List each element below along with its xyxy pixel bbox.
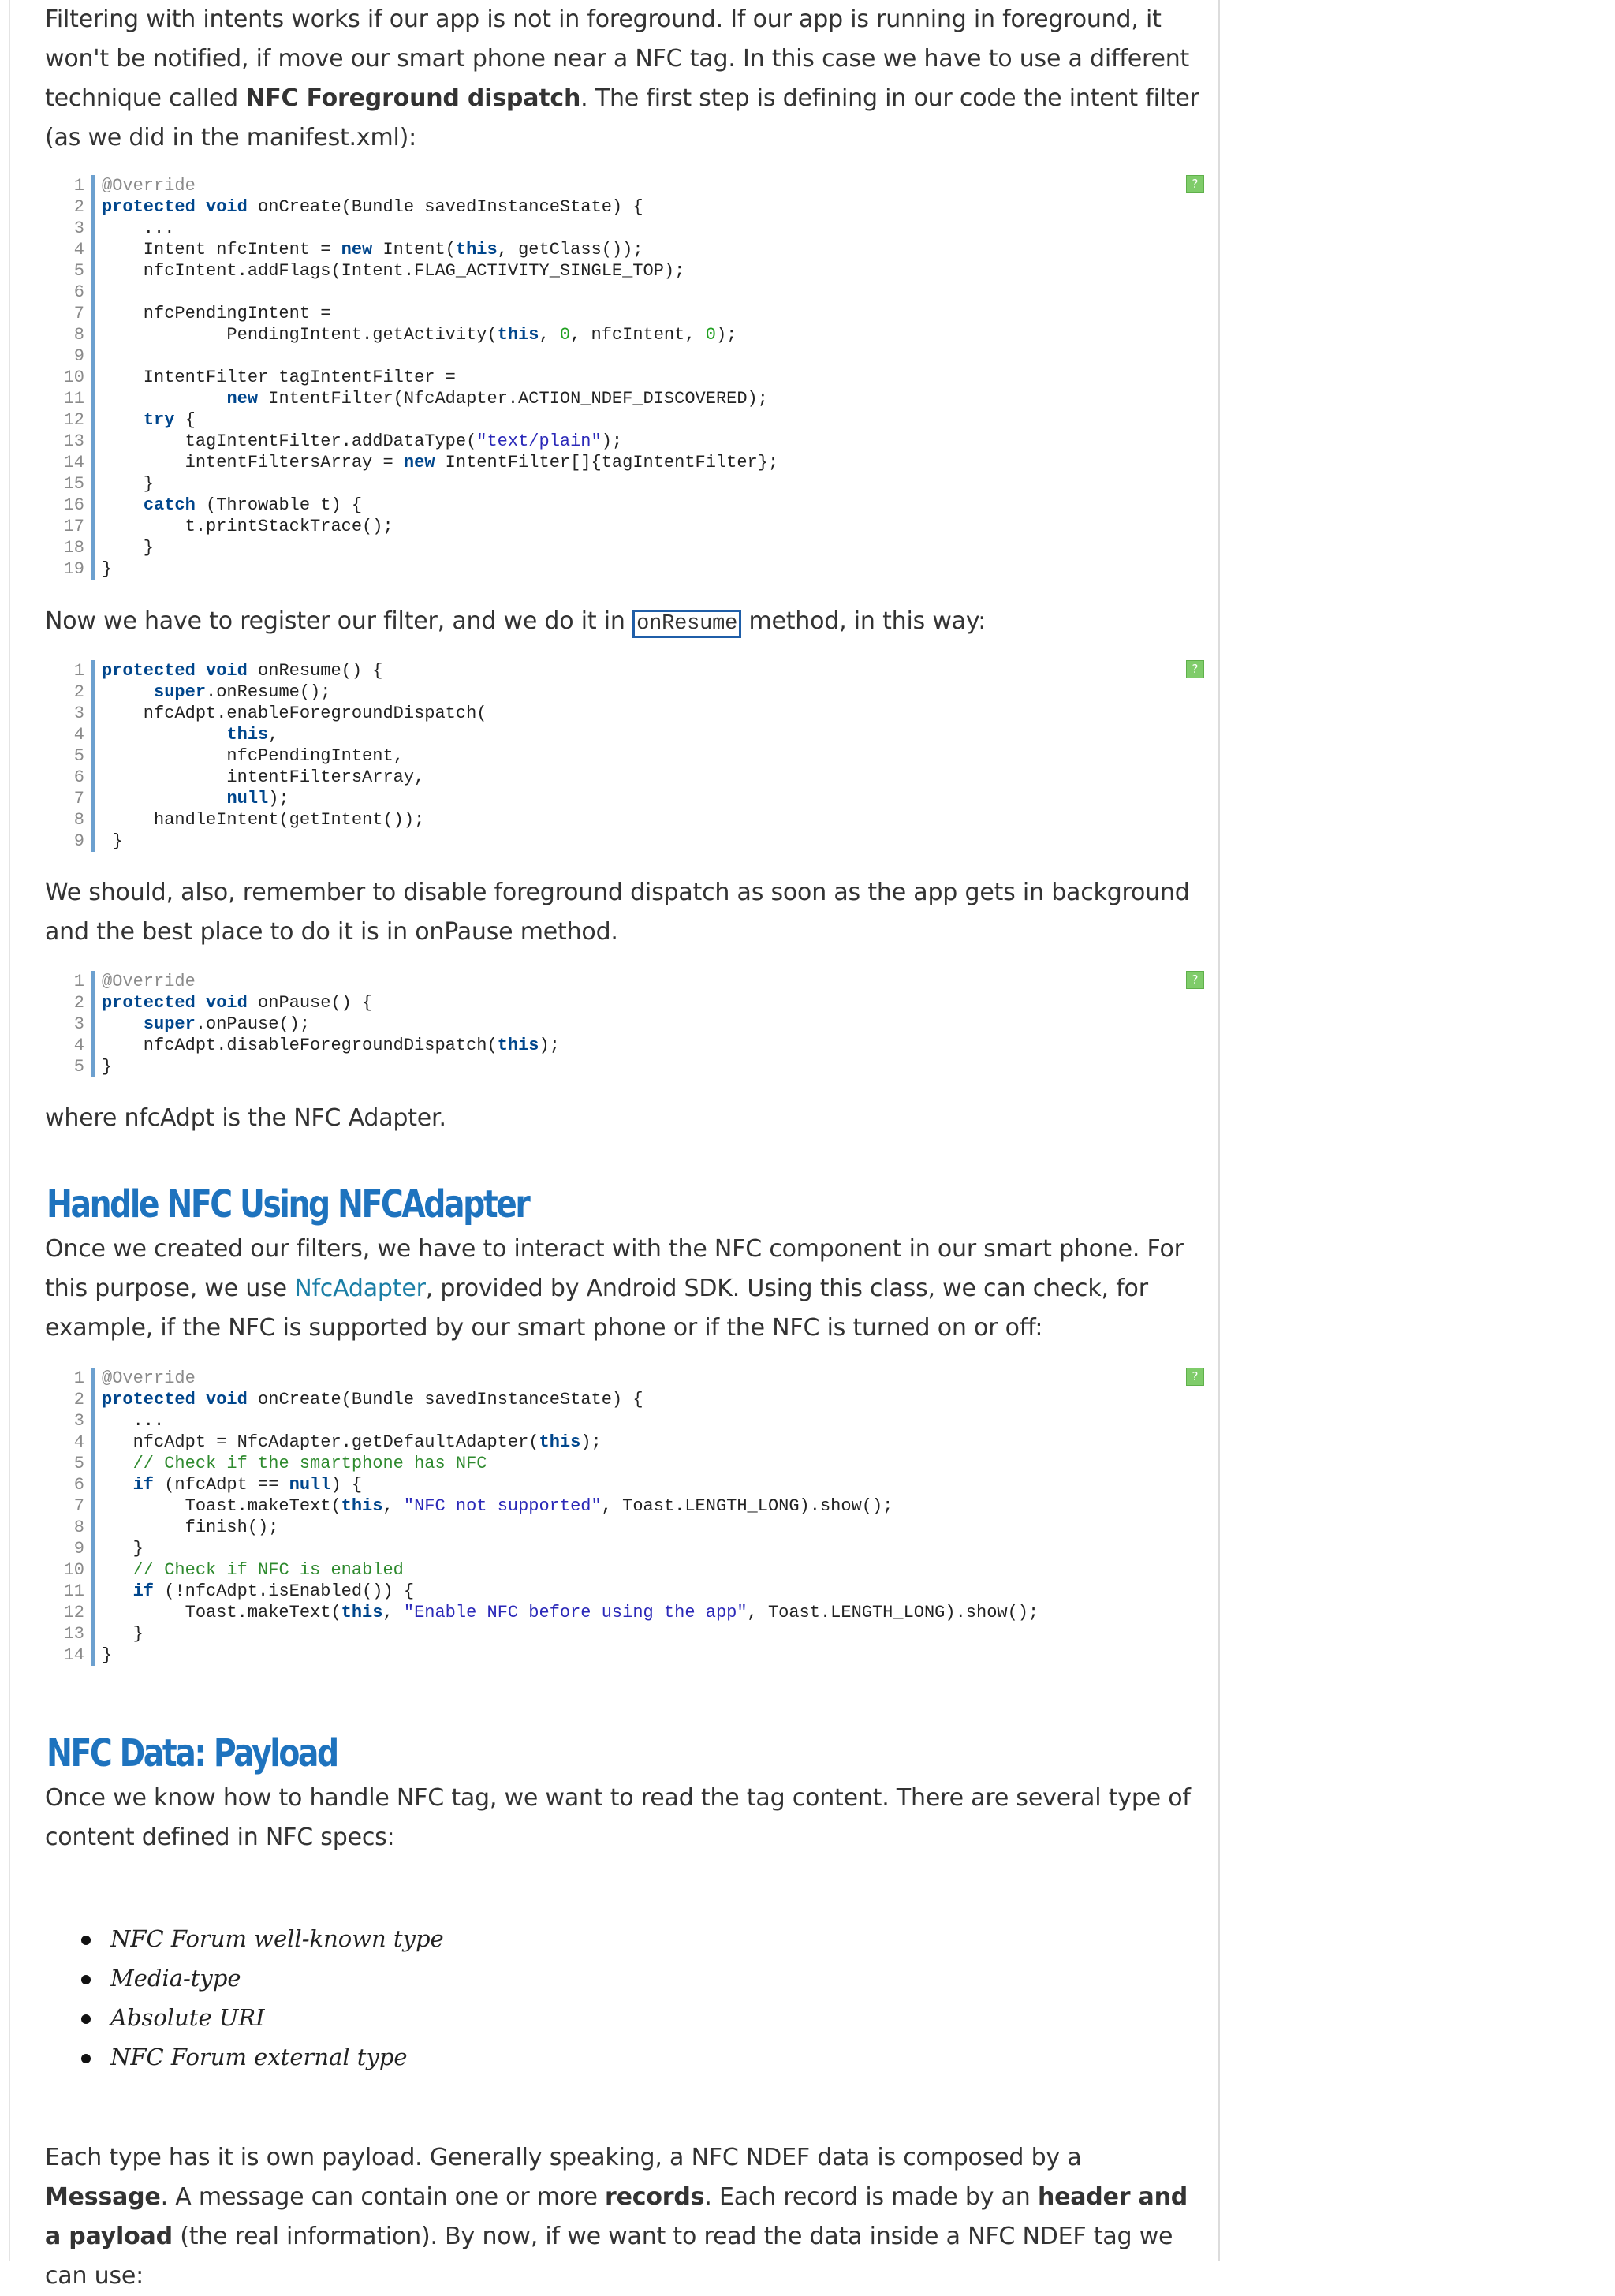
code-block-onresume[interactable] bbox=[45, 660, 1204, 852]
code-token: // Check if the smartphone has NFC bbox=[132, 1454, 487, 1473]
line-number: 9 bbox=[73, 1539, 84, 1559]
right-sidebar bbox=[1222, 0, 1615, 2261]
code-token: ) { bbox=[330, 1475, 363, 1495]
code-token: } bbox=[102, 1539, 144, 1559]
code-line bbox=[102, 1645, 1198, 1666]
code-line bbox=[102, 809, 1198, 831]
code-token: (nfcAdpt == bbox=[154, 1475, 289, 1495]
code-token: ); bbox=[539, 1036, 560, 1055]
code-line bbox=[102, 660, 1198, 681]
code-line bbox=[102, 452, 1198, 473]
code-line bbox=[102, 388, 1198, 409]
line-number: 1 bbox=[73, 176, 84, 196]
code-token: if bbox=[132, 1581, 155, 1601]
line-number: 16 bbox=[63, 495, 84, 515]
code-token: , bbox=[539, 325, 560, 345]
code-line bbox=[102, 1602, 1198, 1623]
code-token bbox=[102, 682, 154, 702]
code-line bbox=[102, 196, 1198, 218]
line-number: 4 bbox=[73, 240, 84, 259]
code-line bbox=[102, 1368, 1198, 1389]
code-token: , bbox=[382, 1603, 404, 1622]
text: Now we have to register our filter, and we do it in bbox=[45, 607, 633, 635]
code-line bbox=[102, 1474, 1198, 1495]
list-item: Media-type bbox=[81, 1958, 444, 1998]
text: . The first step is defining in our code the intent filter (as we did in the manifest.xml): bbox=[45, 84, 1199, 151]
code-token: 0 bbox=[559, 325, 571, 345]
code-token: { bbox=[174, 410, 196, 430]
code-line bbox=[102, 1389, 1198, 1410]
code-token: (Throwable t) { bbox=[195, 495, 363, 515]
code-line bbox=[102, 282, 1198, 303]
view-source-icon[interactable]: ? bbox=[1186, 1368, 1204, 1386]
line-number-gutter bbox=[45, 660, 95, 852]
code-line bbox=[102, 767, 1198, 788]
code-token: nfcAdpt.enableForegroundDispatch( bbox=[102, 704, 487, 723]
code-token: , bbox=[382, 1496, 404, 1516]
line-number: 18 bbox=[63, 538, 84, 558]
line-number: 17 bbox=[63, 517, 84, 536]
code-line bbox=[102, 703, 1198, 724]
code-line bbox=[102, 239, 1198, 260]
code-token: ... bbox=[102, 218, 175, 238]
code-token: new bbox=[226, 389, 259, 409]
code-token bbox=[196, 993, 206, 1013]
code-line bbox=[102, 473, 1198, 495]
line-number: 12 bbox=[63, 1603, 84, 1622]
code-token: .onResume(); bbox=[206, 682, 331, 702]
code-line bbox=[102, 303, 1198, 324]
line-number: 13 bbox=[63, 1624, 84, 1644]
code-token: } bbox=[102, 1645, 113, 1665]
line-number: 8 bbox=[73, 325, 84, 345]
code-token: , bbox=[268, 725, 279, 745]
code-token: intentFiltersArray = bbox=[102, 453, 404, 472]
inline-code-onresume[interactable]: onResume bbox=[632, 610, 741, 638]
code-token: , Toast.LENGTH_LONG).show(); bbox=[747, 1603, 1039, 1622]
article-content bbox=[9, 0, 1220, 2290]
code-token bbox=[102, 1560, 133, 1580]
line-number: 6 bbox=[73, 767, 84, 787]
code-token: IntentFilter tagIntentFilter = bbox=[102, 368, 456, 387]
code-token: } bbox=[102, 538, 155, 558]
code-token: "text/plain" bbox=[476, 431, 602, 451]
code-token: null bbox=[289, 1475, 331, 1495]
line-number-gutter bbox=[45, 1368, 95, 1666]
code-token: void bbox=[206, 661, 248, 681]
list-item: NFC Forum external type bbox=[81, 2037, 444, 2077]
line-number: 5 bbox=[73, 261, 84, 281]
code-token: protected bbox=[102, 197, 196, 217]
code-block-oncreate-adapter[interactable] bbox=[45, 1368, 1204, 1666]
code-token: null bbox=[226, 789, 269, 808]
code-line bbox=[102, 516, 1198, 537]
text: Once we created our filters, we have to interact with the NFC component in our smart phone. For this purpose, we use bbox=[45, 1235, 1184, 1302]
code-token: // Check if NFC is enabled bbox=[132, 1560, 404, 1580]
code-token: "Enable NFC before using the app" bbox=[403, 1603, 748, 1622]
paragraph-disable-dispatch: We should, also, remember to disable foreground dispatch as soon as the app gets in background and the best place to do it is in onPause method. bbox=[45, 879, 1190, 946]
code-token bbox=[102, 495, 144, 515]
line-number: 7 bbox=[73, 789, 84, 808]
code-token: PendingIntent.getActivity( bbox=[102, 325, 498, 345]
code-line bbox=[102, 681, 1198, 703]
code-line bbox=[102, 409, 1198, 431]
code-token: tagIntentFilter.addDataType( bbox=[102, 431, 477, 451]
paragraph-tag-content: Once we know how to handle NFC tag, we want to read the tag content. There are several type of content defined in NFC specs: bbox=[45, 1784, 1191, 1851]
code-token: Intent nfcIntent = bbox=[102, 240, 341, 259]
code-token: protected bbox=[102, 661, 196, 681]
line-number-gutter bbox=[45, 971, 95, 1077]
code-token: onResume() { bbox=[247, 661, 383, 681]
code-line bbox=[102, 537, 1198, 558]
text: . A message can contain one or more bbox=[160, 2183, 606, 2211]
code-token: this bbox=[539, 1432, 581, 1452]
line-number: 4 bbox=[73, 725, 84, 745]
code-token: nfcPendingIntent, bbox=[102, 746, 404, 766]
paragraph-foreground-intro bbox=[45, 0, 1204, 158]
code-token bbox=[102, 1454, 133, 1473]
code-block-oncreate-intent[interactable] bbox=[45, 175, 1204, 580]
line-number: 11 bbox=[63, 1581, 84, 1601]
content-type-list bbox=[81, 1919, 444, 2077]
line-number: 1 bbox=[73, 661, 84, 681]
code-line bbox=[102, 345, 1198, 367]
line-number: 1 bbox=[73, 972, 84, 991]
code-token: } bbox=[102, 474, 155, 494]
line-number: 5 bbox=[73, 1454, 84, 1473]
code-lines bbox=[102, 660, 1198, 852]
line-number: 2 bbox=[73, 1390, 84, 1409]
code-line bbox=[102, 1495, 1198, 1517]
code-line bbox=[102, 367, 1198, 388]
line-number: 10 bbox=[63, 1560, 84, 1580]
line-number: 6 bbox=[73, 282, 84, 302]
code-line bbox=[102, 724, 1198, 745]
code-token: new bbox=[341, 240, 373, 259]
line-number: 10 bbox=[63, 368, 84, 387]
code-line bbox=[102, 218, 1198, 239]
code-token: nfcIntent.addFlags(Intent.FLAG_ACTIVITY_SINGLE_TOP); bbox=[102, 261, 685, 281]
bold-text: NFC Foreground dispatch bbox=[245, 84, 581, 112]
code-lines bbox=[102, 175, 1198, 580]
code-token: ); bbox=[601, 431, 623, 451]
bold-text: records bbox=[605, 2183, 705, 2211]
code-line bbox=[102, 1014, 1198, 1035]
code-token bbox=[102, 1581, 133, 1601]
code-token: void bbox=[206, 197, 248, 217]
code-token: (!nfcAdpt.isEnabled()) { bbox=[154, 1581, 415, 1601]
code-token: , getClass()); bbox=[497, 240, 643, 259]
paragraph-ndef-message bbox=[45, 2138, 1204, 2296]
code-token bbox=[102, 1014, 144, 1034]
line-number: 1 bbox=[73, 1368, 84, 1388]
code-token: void bbox=[206, 1390, 248, 1409]
heading-nfc-data-payload: NFC Data: Payload bbox=[47, 1731, 338, 1775]
code-line bbox=[102, 431, 1198, 452]
code-token: this bbox=[341, 1496, 383, 1516]
line-number: 3 bbox=[73, 1014, 84, 1034]
code-token bbox=[102, 725, 226, 745]
line-number: 5 bbox=[73, 1057, 84, 1077]
line-number: 3 bbox=[73, 1411, 84, 1431]
line-number: 4 bbox=[73, 1036, 84, 1055]
code-token: this bbox=[226, 725, 269, 745]
code-token: IntentFilter(NfcAdapter.ACTION_NDEF_DISCOVERED); bbox=[258, 389, 768, 409]
line-number: 2 bbox=[73, 993, 84, 1013]
code-token: ); bbox=[580, 1432, 602, 1452]
code-token bbox=[102, 410, 144, 430]
line-number: 19 bbox=[63, 559, 84, 579]
paragraph-nfc-adapter-note: where nfcAdpt is the NFC Adapter. bbox=[45, 1104, 446, 1132]
code-block-onpause[interactable] bbox=[45, 971, 1204, 1077]
code-token bbox=[102, 789, 226, 808]
code-token: intentFiltersArray, bbox=[102, 767, 425, 787]
code-token: } bbox=[102, 831, 123, 851]
code-lines bbox=[102, 971, 1198, 1077]
code-token: Intent( bbox=[372, 240, 456, 259]
code-token: ); bbox=[715, 325, 737, 345]
code-token: this bbox=[497, 325, 539, 345]
code-line bbox=[102, 1035, 1198, 1056]
line-number: 12 bbox=[63, 410, 84, 430]
heading-handle-nfc: Handle NFC Using NFCAdapter bbox=[47, 1182, 529, 1226]
list-item: Absolute URI bbox=[81, 1998, 444, 2037]
view-source-icon[interactable]: ? bbox=[1186, 971, 1204, 989]
code-line bbox=[102, 971, 1198, 992]
code-token: handleIntent(getIntent()); bbox=[102, 810, 425, 830]
code-token: protected bbox=[102, 993, 196, 1013]
code-line bbox=[102, 831, 1198, 852]
code-token: nfcPendingIntent = bbox=[102, 304, 331, 323]
line-number: 9 bbox=[73, 346, 84, 366]
code-token: @Override bbox=[102, 176, 196, 196]
line-number: 3 bbox=[73, 704, 84, 723]
code-token: ); bbox=[268, 789, 289, 808]
text: (the real information). By now, if we want to read the data inside a NFC NDEF tag we can use: bbox=[45, 2223, 1173, 2290]
line-number: 7 bbox=[73, 304, 84, 323]
line-number: 5 bbox=[73, 746, 84, 766]
code-line bbox=[102, 1410, 1198, 1432]
code-token: ... bbox=[102, 1411, 165, 1431]
code-token: catch bbox=[143, 495, 196, 515]
line-number: 13 bbox=[63, 431, 84, 451]
code-line bbox=[102, 1453, 1198, 1474]
code-token: t.printStackTrace(); bbox=[102, 517, 393, 536]
code-token: Toast.makeText( bbox=[102, 1603, 341, 1622]
code-line bbox=[102, 1623, 1198, 1645]
text: , provided by Android SDK. Using this class, we can check, for example, if the NFC is supported by our smart phone or if the NFC is turned on or off: bbox=[45, 1275, 1148, 1342]
code-line bbox=[102, 1538, 1198, 1559]
code-token: "NFC not supported" bbox=[403, 1496, 602, 1516]
code-token: void bbox=[206, 993, 248, 1013]
code-token: } bbox=[102, 1624, 144, 1644]
code-token: } bbox=[102, 1057, 113, 1077]
code-line bbox=[102, 175, 1198, 196]
text: . Each record is made by an bbox=[704, 2183, 1038, 2211]
line-number: 14 bbox=[63, 1645, 84, 1665]
code-token: if bbox=[132, 1475, 155, 1495]
code-token: @Override bbox=[102, 1368, 196, 1388]
code-token: try bbox=[143, 410, 175, 430]
code-token: nfcAdpt = NfcAdapter.getDefaultAdapter( bbox=[102, 1432, 539, 1452]
nfcadapter-link[interactable]: NfcAdapter bbox=[294, 1275, 426, 1302]
line-number: 9 bbox=[73, 831, 84, 851]
line-number: 11 bbox=[63, 389, 84, 409]
code-token bbox=[102, 389, 226, 409]
code-token: this bbox=[497, 1036, 539, 1055]
code-token: onCreate(Bundle savedInstanceState) { bbox=[247, 1390, 643, 1409]
code-line bbox=[102, 745, 1198, 767]
code-line bbox=[102, 324, 1198, 345]
code-token: .onPause(); bbox=[195, 1014, 311, 1034]
code-token bbox=[102, 1475, 133, 1495]
paragraph-nfcadapter-intro bbox=[45, 1230, 1204, 1348]
code-token: finish(); bbox=[102, 1518, 279, 1537]
view-source-icon[interactable]: ? bbox=[1186, 175, 1204, 193]
code-token: IntentFilter[]{tagIntentFilter}; bbox=[435, 453, 779, 472]
code-token: 0 bbox=[705, 325, 716, 345]
line-number-gutter bbox=[45, 175, 95, 580]
code-token: super bbox=[154, 682, 207, 702]
text: method, in this way: bbox=[741, 607, 987, 635]
code-token: this bbox=[341, 1603, 383, 1622]
code-token: new bbox=[403, 453, 435, 472]
line-number: 8 bbox=[73, 1518, 84, 1537]
code-token: , Toast.LENGTH_LONG).show(); bbox=[601, 1496, 893, 1516]
view-source-icon[interactable]: ? bbox=[1186, 660, 1204, 678]
code-line bbox=[102, 558, 1198, 580]
code-token: protected bbox=[102, 1390, 196, 1409]
code-token: onPause() { bbox=[247, 993, 373, 1013]
code-line bbox=[102, 1559, 1198, 1581]
line-number: 2 bbox=[73, 197, 84, 217]
bold-text: Message bbox=[45, 2183, 161, 2211]
text: Filtering with intents works if our app is not in foreground. If our app is running in foreground, it won't be notified, if move our smart phone near a NFC tag. In this case we have to use a different technique called bbox=[45, 6, 1190, 112]
code-token: nfcAdpt.disableForegroundDispatch( bbox=[102, 1036, 498, 1055]
code-token: this bbox=[455, 240, 498, 259]
line-number: 15 bbox=[63, 474, 84, 494]
bold-text: header and a payload bbox=[45, 2183, 1188, 2250]
code-token: Toast.makeText( bbox=[102, 1496, 341, 1516]
line-number: 14 bbox=[63, 453, 84, 472]
code-line bbox=[102, 1581, 1198, 1602]
code-line bbox=[102, 260, 1198, 282]
line-number: 7 bbox=[73, 1496, 84, 1516]
paragraph-register-filter bbox=[45, 602, 1204, 644]
code-line bbox=[102, 1517, 1198, 1538]
code-token: , nfcIntent, bbox=[570, 325, 706, 345]
text: Each type has it is own payload. Generally speaking, a NFC NDEF data is composed by a bbox=[45, 2144, 1082, 2171]
line-number: 6 bbox=[73, 1475, 84, 1495]
code-line bbox=[102, 1056, 1198, 1077]
code-token: @Override bbox=[102, 972, 196, 991]
line-number: 8 bbox=[73, 810, 84, 830]
line-number: 3 bbox=[73, 218, 84, 238]
line-number: 4 bbox=[73, 1432, 84, 1452]
code-line bbox=[102, 1432, 1198, 1453]
code-token: onCreate(Bundle savedInstanceState) { bbox=[247, 197, 643, 217]
code-line bbox=[102, 788, 1198, 809]
line-number: 2 bbox=[73, 682, 84, 702]
code-line bbox=[102, 992, 1198, 1014]
code-token: } bbox=[102, 559, 113, 579]
code-line bbox=[102, 495, 1198, 516]
list-item: NFC Forum well-known type bbox=[81, 1919, 444, 1958]
code-token bbox=[196, 197, 206, 217]
code-token bbox=[196, 661, 206, 681]
code-token: super bbox=[143, 1014, 196, 1034]
code-lines bbox=[102, 1368, 1198, 1666]
code-token bbox=[196, 1390, 206, 1409]
